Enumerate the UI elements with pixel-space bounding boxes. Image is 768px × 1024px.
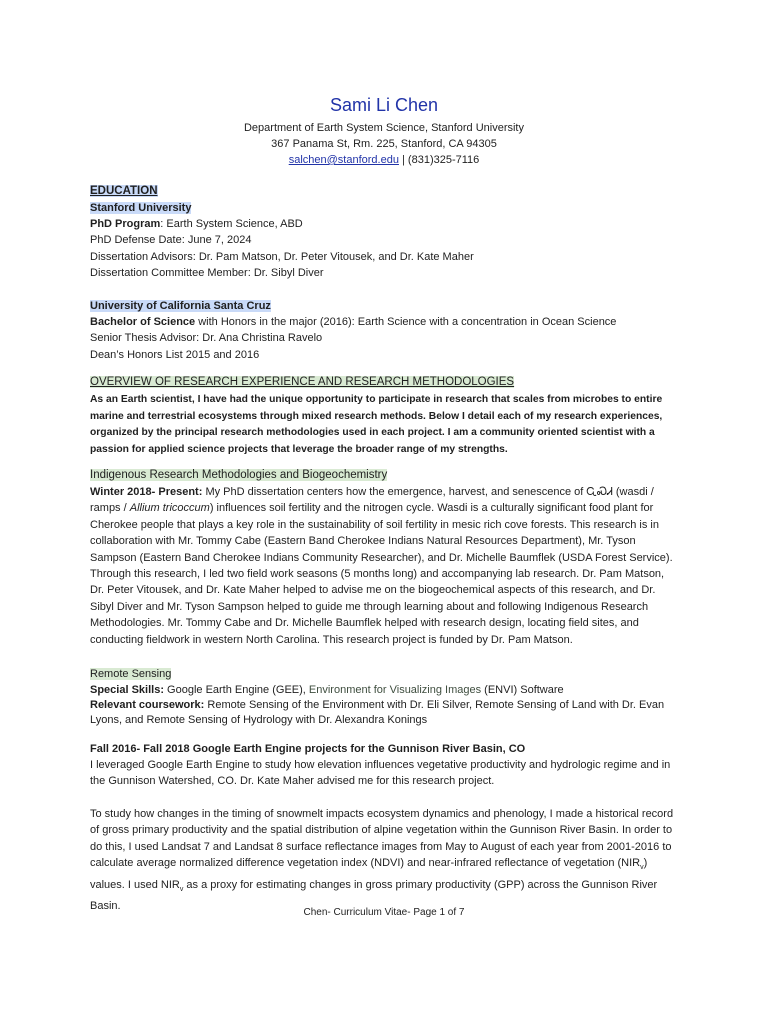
stanford-name: Stanford University: [90, 202, 192, 214]
deans-list: Dean’s Honors List 2015 and 2016: [90, 348, 260, 361]
page-footer: Chen- Curriculum Vitae- Page 1 of 7: [303, 907, 465, 918]
phone-text: | (831)325-7116: [398, 154, 480, 166]
special-skills: Special Skills: Google Earth Engine (GEE), Environment for Visualizing Images (ENVI) Software: [90, 684, 564, 696]
phd-program: PhD Program: Earth System Science, ABD: [90, 218, 303, 230]
gee-text: I leveraged Google Earth Engine to study how elevation influences vegetative productivity and hydrologic regime and in the Gunnison Watershed, CO. Dr. Kate Maher advised me for this research project.: [90, 759, 671, 788]
remote-sensing-heading: Remote Sensing: [90, 668, 172, 680]
cv-name: Sami Li Chen: [329, 95, 439, 115]
overview-intro: As an Earth scientist, I have had the unique opportunity to participate in research that scales from microbes to entire marine and terrestrial ecosystems through mixed research methods. Below I detail each of my research experiences, organized by the principal research methodologies used in each project. I am a community oriented scientist with a passion for applied science projects that leverage the broader range of my strengths.: [90, 394, 663, 455]
remote-sensing-section: [90, 666, 680, 728]
dissertation-advisors: Dissertation Advisors: Dr. Pam Matson, Dr. Peter Vitousek, and Dr. Kate Maher: [90, 250, 474, 263]
contact-line: [0, 152, 768, 168]
indigenous-section: [90, 467, 680, 648]
education-heading: EDUCATION: [90, 185, 158, 197]
indigenous-text: Winter 2018- Present: My PhD dissertation centers how the emergence, harvest, and senescence of ᏩᏍᏗ (wasdi / ramps / Allium tricoccum) influences soil fertility and the nitrogen cycle. Wasdi is a culturally significant food plant for Cherokee people that plays a key role in the sustainability of soil fertility in mesic rich cove forests. This research is in collaboration with Mr. Tommy Cabe (Eastern Band Cherokee Indians Natural Resources Department), Mr. Tyson Sampson (Eastern Band Cherokee Indians Community Researcher), and Dr. Michelle Baumflek (USDA Forest Service). Through this research, I led two field work seasons (5 months long) and accompanying lab research. Dr. Pam Matson, Dr. Peter Vitousek, and Dr. Kate Maher helped to advise me on the biogeochemical aspects of this research, and Dr. Sibyl Diver and Mr. Tyson Sampson helped to guide me through learning about and following Indigenous Research Methodologies. Mr. Tommy Cabe and Dr. Michelle Baumflek helped with research design, locating field sites, and conducting fieldwork in western North Carolina. This research project is funded by Dr. Pam Matson.: [90, 486, 673, 646]
dissertation-committee: Dissertation Committee Member: Dr. Sibyl Diver: [90, 266, 324, 279]
indigenous-heading: Indigenous Research Methodologies and Biogeochemistry: [90, 469, 388, 481]
gee-title: Fall 2016- Fall 2018 Google Earth Engine projects for the Gunnison River Basin, CO: [90, 743, 526, 755]
overview-section: [90, 374, 680, 458]
department-line: Department of Earth System Science, Stanford University: [243, 122, 524, 134]
phd-defense: PhD Defense Date: June 7, 2024: [90, 234, 252, 247]
relevant-coursework: Relevant coursework: Remote Sensing of the Environment with Dr. Eli Silver, Remote Sensing of Land with Dr. Evan Lyons, and Remote Sensing of Hydrology with Dr. Alexandra Konings: [90, 699, 665, 727]
bs-degree: Bachelor of Science with Honors in the major (2016): Earth Science with a concentration in Ocean Science: [90, 316, 617, 328]
snowmelt-text: To study how changes in the timing of snowmelt impacts ecosystem dynamics and phenology, I made a historical record of gross primary productivity and the spatial distribution of alpine vegetation within the Gunnison River Basin. In order to do this, I used Landsat 7 and Landsat 8 surface reflectance images from May to August of each year from 2001-2016 to calculate average normalized difference vegetation index (NDVI) and near-infrared reflectance of vegetation $(NIR_v)$ values. I used $NIR_v$ as a proxy for estimating changes in gross primary productivity (GPP) across the Gunnison River Basin.: [90, 808, 674, 913]
gee-project: [90, 741, 680, 790]
ucsc-name: University of California Santa Cruz: [90, 300, 271, 312]
ucsc-section: [90, 298, 680, 363]
address-line: 367 Panama St, Rm. 225, Stanford, CA 94305: [271, 138, 497, 150]
education-section: [90, 183, 680, 281]
snowmelt-paragraph: [90, 806, 680, 915]
overview-heading: OVERVIEW OF RESEARCH EXPERIENCE AND RESEARCH METHODOLOGIES: [90, 376, 515, 388]
senior-thesis: Senior Thesis Advisor: Dr. Ana Christina Ravelo: [90, 332, 323, 345]
email-link[interactable]: salchen@stanford.edu: [288, 154, 399, 166]
